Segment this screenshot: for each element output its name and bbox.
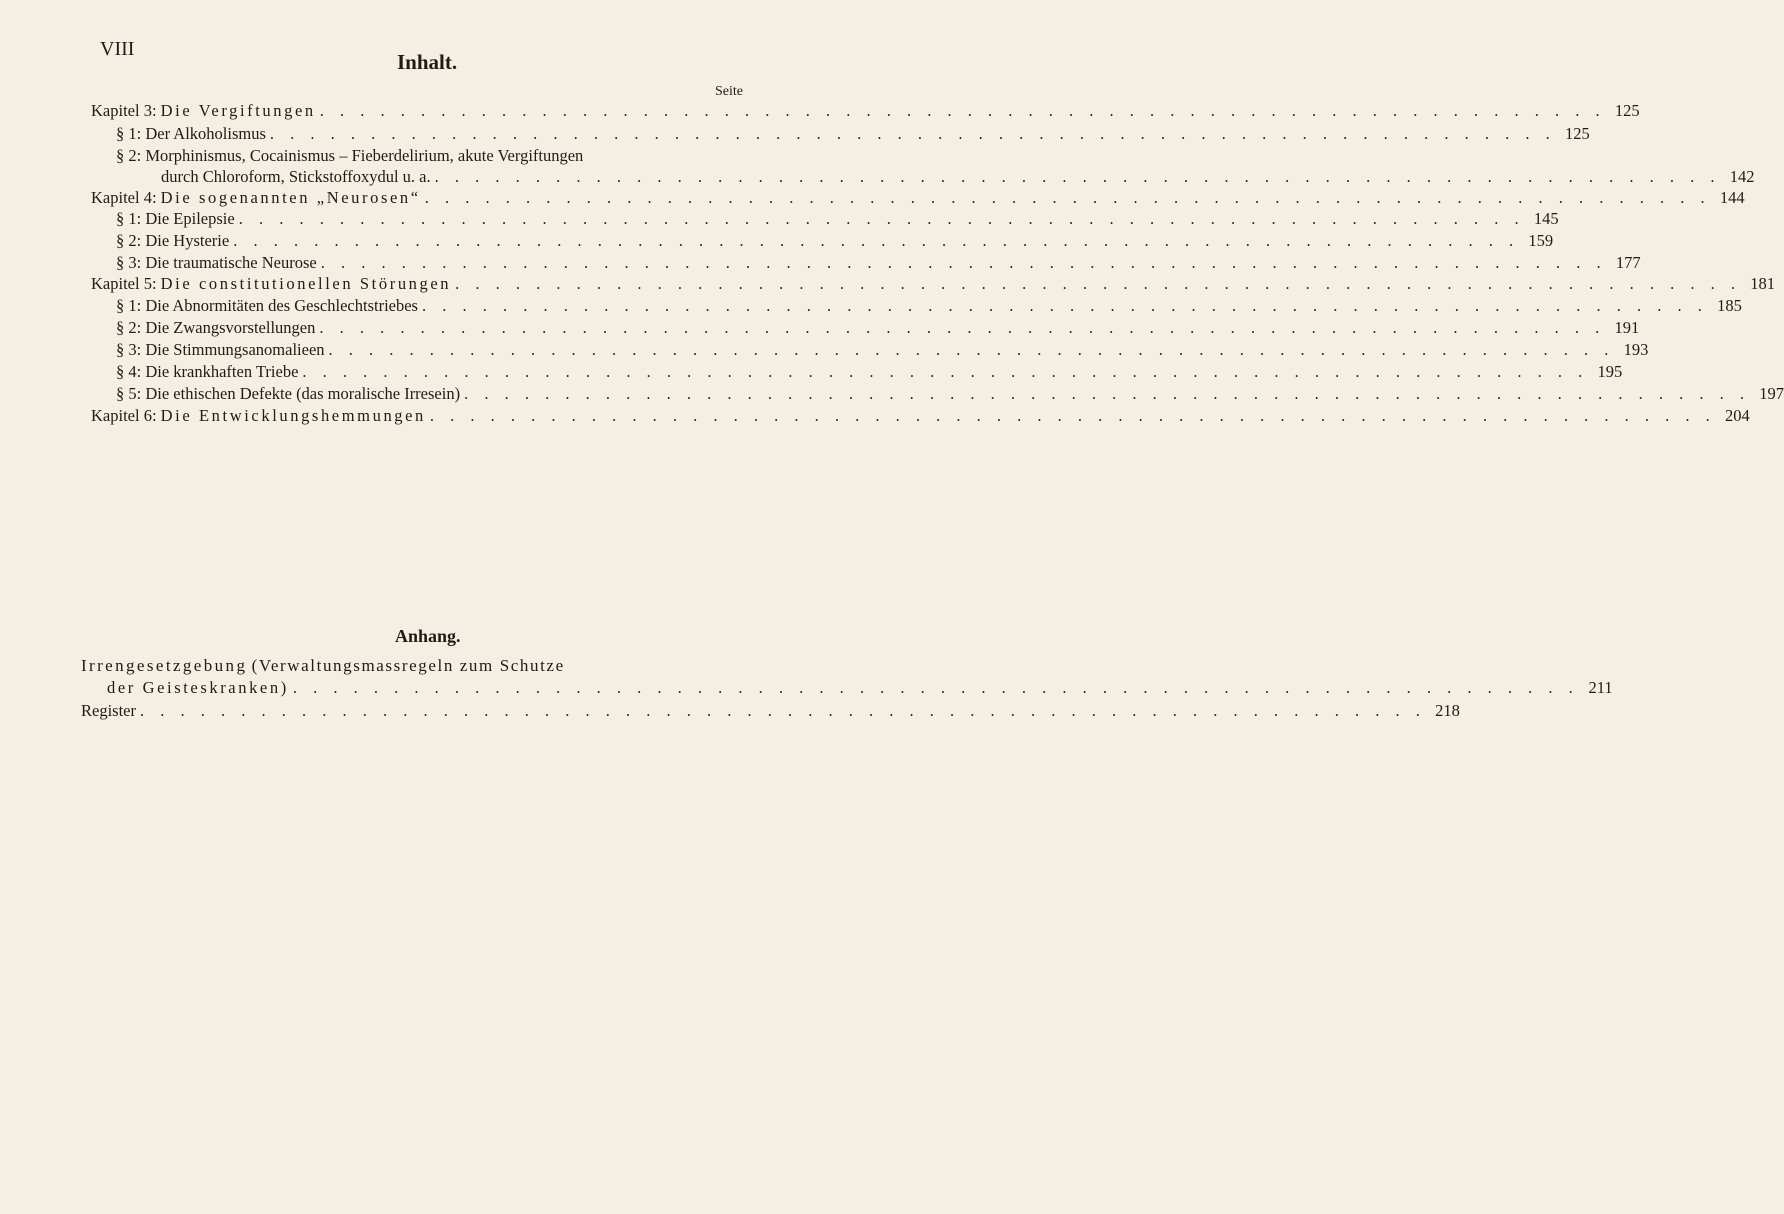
toc-prefix: § 1:: [116, 296, 142, 315]
toc-entry: [116, 296, 1742, 316]
toc-entry: [116, 384, 1784, 404]
running-head: Inhalt.: [397, 50, 458, 74]
toc-entry: [116, 340, 1649, 360]
toc-prefix: Kapitel 3:: [91, 101, 157, 120]
toc-page: 191: [1614, 318, 1640, 337]
toc-title: Die Vergiftungen: [160, 101, 316, 120]
toc-page: 145: [1533, 209, 1559, 228]
dot-leader: . . . . . . . . . . . . . . . . . . . . . . . . . . . . . . . . . . . . . . . . . . . . . . . . . . . . . . . . . . . . . . . .: [319, 101, 1606, 120]
toc-entry: [116, 146, 583, 166]
dot-leader: . . . . . . . . . . . . . . . . . . . . . . . . . . . . . . . . . . . . . . . . . . . . . . . . . . . . . . . . . . . . . . . .: [328, 340, 1615, 359]
toc-entry: [116, 253, 1641, 273]
appendix-title: der Geisteskranken): [107, 678, 289, 697]
toc-prefix: § 1:: [116, 209, 142, 228]
toc-page: 193: [1623, 340, 1649, 359]
toc-title: Die Epilepsie: [145, 209, 235, 228]
toc-title: Die Stimmungsanomalieen: [145, 340, 325, 359]
toc-page: 125: [1614, 101, 1640, 120]
toc-page: 159: [1528, 231, 1554, 250]
seite-label: Seite: [715, 84, 743, 99]
toc-title: Die Zwangsvorstellungen: [145, 318, 316, 337]
dot-leader: . . . . . . . . . . . . . . . . . . . . . . . . . . . . . . . . . . . . . . . . . . . . . . . . . . . . . . . . . . . . . . . .: [421, 296, 1708, 315]
toc-prefix: § 3:: [116, 253, 142, 272]
dot-leader: . . . . . . . . . . . . . . . . . . . . . . . . . . . . . . . . . . . . . . . . . . . . . . . . . . . . . . . . . . . . . . . .: [233, 231, 1520, 250]
toc-entry: [116, 124, 1590, 144]
appendix-title: Irrengesetzgebung: [81, 656, 248, 675]
dot-leader: . . . . . . . . . . . . . . . . . . . . . . . . . . . . . . . . . . . . . . . . . . . . . . . . . . . . . . . . . . . . . . . .: [269, 124, 1556, 143]
page-number: VIII: [100, 38, 135, 60]
dot-leader: . . . . . . . . . . . . . . . . . . . . . . . . . . . . . . . . . . . . . . . . . . . . . . . . . . . . . . . . . . . . . . . .: [238, 209, 1525, 228]
toc-prefix: Kapitel 4:: [91, 188, 157, 207]
toc-title: Die constitutionellen Störungen: [160, 274, 452, 293]
toc-prefix: § 2:: [116, 231, 142, 250]
appendix-title-detail: (Verwaltungsmassregeln zum Schutze: [251, 656, 565, 675]
toc-prefix: § 2:: [116, 146, 142, 165]
toc-title: Die Hysterie: [145, 231, 230, 250]
appendix-entry-continuation: [107, 678, 1613, 698]
toc-page: 195: [1597, 362, 1623, 381]
toc-prefix: Kapitel 5:: [91, 274, 157, 293]
appendix-title: Register: [81, 701, 136, 720]
toc-entry: [91, 406, 1750, 426]
toc-prefix: § 2:: [116, 318, 142, 337]
dot-leader: . . . . . . . . . . . . . . . . . . . . . . . . . . . . . . . . . . . . . . . . . . . . . . . . . . . . . . . . . . . . . . . .: [320, 253, 1607, 272]
toc-title: Die krankhaften Triebe: [145, 362, 299, 381]
appendix-entry: [81, 701, 1460, 721]
appendix-page: 211: [1588, 678, 1613, 697]
toc-page: 142: [1729, 167, 1755, 186]
toc-title: Die traumatische Neurose: [145, 253, 317, 272]
toc-prefix: § 4:: [116, 362, 142, 381]
toc-page: 144: [1719, 188, 1745, 207]
appendix-entry: [81, 656, 565, 676]
dot-leader: . . . . . . . . . . . . . . . . . . . . . . . . . . . . . . . . . . . . . . . . . . . . . . . . . . . . . . . . . . . . . . . .: [319, 318, 1606, 337]
toc-page: 204: [1725, 406, 1750, 425]
toc-entry: [116, 209, 1559, 229]
dot-leader: . . . . . . . . . . . . . . . . . . . . . . . . . . . . . . . . . . . . . . . . . . . . . . . . . . . . . . . . . . . . . . . .: [140, 701, 1426, 720]
toc-entry: [116, 318, 1640, 338]
dot-leader: . . . . . . . . . . . . . . . . . . . . . . . . . . . . . . . . . . . . . . . . . . . . . . . . . . . . . . . . . . . . . . . .: [424, 188, 1711, 207]
toc-prefix: § 1:: [116, 124, 142, 143]
toc-title: Morphinismus, Cocainismus – Fieberdelirium, akute Vergiftungen: [145, 146, 584, 165]
toc-page: 181: [1750, 274, 1776, 293]
toc-page: 177: [1615, 253, 1641, 272]
toc-page: 185: [1717, 296, 1742, 315]
toc-entry: [91, 188, 1745, 208]
toc-entry: [116, 362, 1623, 382]
appendix-heading: Anhang.: [395, 626, 461, 646]
dot-leader: . . . . . . . . . . . . . . . . . . . . . . . . . . . . . . . . . . . . . . . . . . . . . . . . . . . . . . . . . . . . . . . .: [302, 362, 1589, 381]
toc-page: 125: [1565, 124, 1590, 143]
toc-entry: [116, 231, 1554, 251]
dot-leader: . . . . . . . . . . . . . . . . . . . . . . . . . . . . . . . . . . . . . . . . . . . . . . . . . . . . . . . . . . . . . . . .: [455, 274, 1742, 293]
dot-leader: . . . . . . . . . . . . . . . . . . . . . . . . . . . . . . . . . . . . . . . . . . . . . . . . . . . . . . . . . . . . . . . .: [464, 384, 1750, 403]
dot-leader: . . . . . . . . . . . . . . . . . . . . . . . . . . . . . . . . . . . . . . . . . . . . . . . . . . . . . . . . . . . . . . . .: [429, 406, 1716, 425]
toc-entry: [91, 274, 1776, 294]
toc-title: Die ethischen Defekte (das moralische Irresein): [145, 384, 461, 403]
toc-title: durch Chloroform, Stickstoffoxydul u. a.: [161, 167, 431, 186]
toc-title: Die Abnormitäten des Geschlechtstriebes: [145, 296, 418, 315]
toc-prefix: § 5:: [116, 384, 142, 403]
toc-entry: [91, 101, 1640, 121]
toc-title: Die Entwicklungshemmungen: [160, 406, 426, 425]
toc-prefix: Kapitel 6:: [91, 406, 157, 425]
toc-entry-continuation: [161, 167, 1755, 187]
dot-leader: . . . . . . . . . . . . . . . . . . . . . . . . . . . . . . . . . . . . . . . . . . . . . . . . . . . . . . . . . . . . . . . .: [434, 167, 1721, 186]
toc-title: Die sogenannten „Neurosen“: [160, 188, 421, 207]
dot-leader: . . . . . . . . . . . . . . . . . . . . . . . . . . . . . . . . . . . . . . . . . . . . . . . . . . . . . . . . . . . . . . . .: [292, 678, 1579, 697]
toc-prefix: § 3:: [116, 340, 142, 359]
toc-title: Der Alkoholismus: [145, 124, 266, 143]
toc-page: 197: [1759, 384, 1784, 403]
appendix-page: 218: [1435, 701, 1460, 720]
